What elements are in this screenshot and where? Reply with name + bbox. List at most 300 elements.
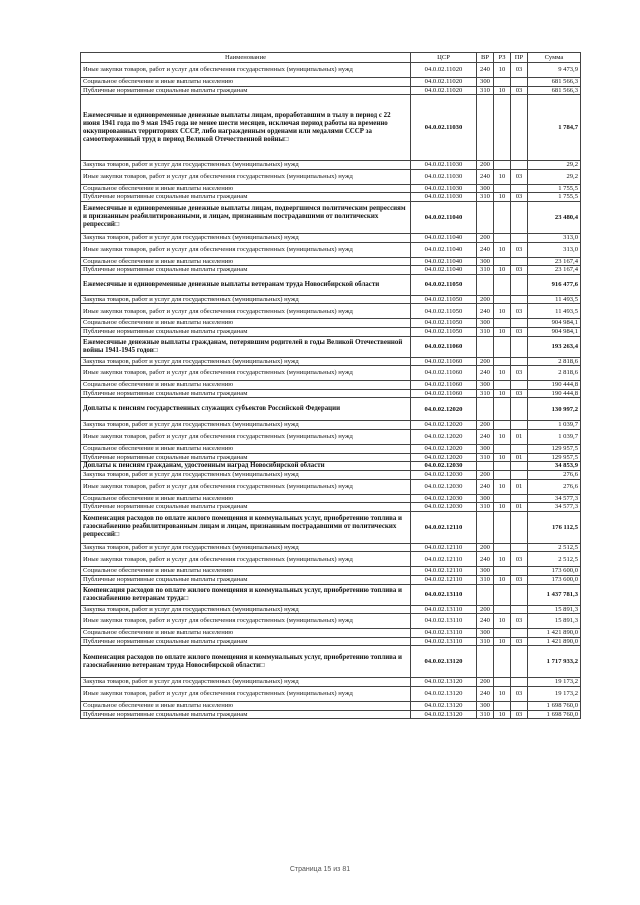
cell-csr: 04.0.02.11020 — [411, 86, 477, 95]
cell-csr: 04.0.02.13110 — [411, 629, 477, 638]
cell-pr — [511, 381, 528, 390]
cell-sum: 2 818,6 — [528, 357, 581, 366]
cell-csr: 04.0.02.12110 — [411, 511, 477, 543]
cell-vr: 240 — [477, 552, 494, 567]
cell-csr: 04.0.02.12020 — [411, 429, 477, 444]
table-row — [81, 233, 581, 242]
table-row — [81, 257, 581, 266]
cell-vr: 200 — [477, 678, 494, 687]
cell-pr: 01 — [511, 429, 528, 444]
cell-name: Публичные нормативные социальные выплаты гражданам — [81, 710, 411, 719]
cell-pr — [511, 274, 528, 295]
cell-csr: 04.0.02.13120 — [411, 646, 477, 678]
table-row — [81, 605, 581, 614]
cell-csr: 04.0.02.11050 — [411, 327, 477, 336]
cell-csr: 04.0.02.11040 — [411, 242, 477, 257]
cell-vr: 300 — [477, 184, 494, 193]
cell-name: Иные закупки товаров, работ и услуг для обеспечения государственных (муниципальных) нужд — [81, 366, 411, 381]
cell-csr: 04.0.02.13110 — [411, 614, 477, 629]
cell-pr — [511, 462, 528, 471]
cell-name: Публичные нормативные социальные выплаты гражданам — [81, 266, 411, 275]
cell-name: Компенсация расходов по оплате жилого помещения и коммунальных услуг, приобретению топлива и газоснабжению реабилитированным лицам и лицам, признанным пострадавшими от политических репрессий□ — [81, 511, 411, 543]
cell-sum: 11 493,5 — [528, 304, 581, 319]
cell-name: Закупка товаров, работ и услуг для государственных (муниципальных) нужд — [81, 295, 411, 304]
cell-vr: 240 — [477, 614, 494, 629]
cell-sum: 130 997,2 — [528, 398, 581, 421]
table-section-row — [81, 95, 581, 161]
cell-sum: 129 957,5 — [528, 453, 581, 462]
cell-pr — [511, 257, 528, 266]
cell-csr: 04.0.02.12030 — [411, 471, 477, 480]
cell-csr: 04.0.02.11050 — [411, 319, 477, 328]
cell-name: Ежемесячные и единовременные денежные выплаты лицам, подвергшимся политическим репрессиям и признанным реабилитированными, и лицам, признанным пострадавшими от политических репрессий□ — [81, 201, 411, 233]
cell-vr: 240 — [477, 366, 494, 381]
cell-pr: 03 — [511, 389, 528, 398]
cell-name: Иные закупки товаров, работ и услуг для обеспечения государственных (муниципальных) нужд — [81, 429, 411, 444]
cell-csr: 04.0.02.13110 — [411, 584, 477, 605]
cell-name: Иные закупки товаров, работ и услуг для обеспечения государственных (муниципальных) нужд — [81, 614, 411, 629]
cell-sum: 276,6 — [528, 479, 581, 494]
table-row — [81, 266, 581, 275]
cell-vr — [477, 511, 494, 543]
cell-rz — [494, 357, 511, 366]
cell-vr: 300 — [477, 319, 494, 328]
table-row — [81, 184, 581, 193]
cell-name: Компенсация расходов по оплате жилого помещения и коммунальных услуг, приобретению топлива и газоснабжению ветеранам труда Новосибирской области□ — [81, 646, 411, 678]
cell-vr: 300 — [477, 494, 494, 503]
cell-name: Иные закупки товаров, работ и услуг для обеспечения государственных (муниципальных) нужд — [81, 552, 411, 567]
cell-sum: 313,0 — [528, 233, 581, 242]
cell-sum: 29,2 — [528, 169, 581, 184]
table-row — [81, 444, 581, 453]
cell-sum: 190 444,8 — [528, 389, 581, 398]
cell-csr: 04.0.02.12020 — [411, 421, 477, 430]
cell-sum: 19 173,2 — [528, 687, 581, 702]
cell-pr — [511, 543, 528, 552]
cell-pr — [511, 336, 528, 357]
cell-pr — [511, 319, 528, 328]
cell-pr: 03 — [511, 710, 528, 719]
cell-pr: 01 — [511, 503, 528, 512]
cell-rz: 10 — [494, 169, 511, 184]
table-row — [81, 295, 581, 304]
cell-vr — [477, 398, 494, 421]
cell-rz: 10 — [494, 86, 511, 95]
cell-sum: 1 698 760,0 — [528, 710, 581, 719]
cell-name: Иные закупки товаров, работ и услуг для обеспечения государственных (муниципальных) нужд — [81, 242, 411, 257]
cell-pr — [511, 95, 528, 161]
cell-pr: 03 — [511, 266, 528, 275]
cell-rz: 10 — [494, 637, 511, 646]
table-section-row — [81, 462, 581, 471]
cell-csr: 04.0.02.12020 — [411, 398, 477, 421]
cell-rz: 10 — [494, 327, 511, 336]
cell-pr — [511, 161, 528, 170]
cell-name: Ежемесячные и единовременные денежные выплаты лицам, проработавшим в тылу в период с 22 июня 1941 года по 9 мая 1945 года не менее шести месяцев, исключая период работы на временно оккупированных территориях СССР, либо награжденным орденами или медалями СССР за самоотверженный труд в период Великой Отечественной войны□ — [81, 95, 411, 161]
cell-name: Закупка товаров, работ и услуг для государственных (муниципальных) нужд — [81, 471, 411, 480]
cell-csr: 04.0.02.11030 — [411, 169, 477, 184]
table-row — [81, 193, 581, 202]
cell-vr: 200 — [477, 421, 494, 430]
cell-vr: 310 — [477, 86, 494, 95]
cell-vr: 200 — [477, 605, 494, 614]
cell-vr: 300 — [477, 381, 494, 390]
cell-sum: 23 480,4 — [528, 201, 581, 233]
cell-rz — [494, 95, 511, 161]
cell-rz: 10 — [494, 63, 511, 78]
table-row — [81, 63, 581, 78]
cell-name: Закупка товаров, работ и услуг для государственных (муниципальных) нужд — [81, 543, 411, 552]
cell-rz — [494, 678, 511, 687]
cell-pr — [511, 678, 528, 687]
cell-sum: 2 512,5 — [528, 552, 581, 567]
cell-vr — [477, 274, 494, 295]
cell-pr — [511, 184, 528, 193]
cell-sum: 1 437 781,3 — [528, 584, 581, 605]
cell-csr: 04.0.02.13120 — [411, 678, 477, 687]
table-row — [81, 471, 581, 480]
cell-sum: 190 444,8 — [528, 381, 581, 390]
cell-csr: 04.0.02.12020 — [411, 453, 477, 462]
cell-csr: 04.0.02.11030 — [411, 193, 477, 202]
cell-rz — [494, 494, 511, 503]
cell-rz — [494, 201, 511, 233]
cell-csr: 04.0.02.11040 — [411, 257, 477, 266]
cell-rz — [494, 543, 511, 552]
cell-name: Социальное обеспечение и иные выплаты населению — [81, 257, 411, 266]
cell-vr: 310 — [477, 327, 494, 336]
cell-vr: 300 — [477, 702, 494, 711]
cell-sum: 1 755,5 — [528, 193, 581, 202]
cell-rz — [494, 605, 511, 614]
header-csr: ЦСР — [411, 53, 477, 63]
table-row — [81, 169, 581, 184]
cell-csr: 04.0.02.11050 — [411, 304, 477, 319]
cell-csr: 04.0.02.12110 — [411, 552, 477, 567]
table-row — [81, 86, 581, 95]
cell-name: Иные закупки товаров, работ и услуг для обеспечения государственных (муниципальных) нужд — [81, 304, 411, 319]
cell-vr: 200 — [477, 357, 494, 366]
cell-pr — [511, 421, 528, 430]
page-number: Страница 15 из 81 — [289, 866, 351, 873]
cell-rz — [494, 471, 511, 480]
cell-name: Социальное обеспечение и иные выплаты населению — [81, 702, 411, 711]
cell-pr — [511, 357, 528, 366]
cell-vr: 300 — [477, 629, 494, 638]
cell-rz — [494, 584, 511, 605]
cell-rz: 10 — [494, 266, 511, 275]
cell-sum: 1 039,7 — [528, 421, 581, 430]
cell-pr: 03 — [511, 304, 528, 319]
cell-rz: 10 — [494, 479, 511, 494]
table-row — [81, 614, 581, 629]
table-row — [81, 567, 581, 576]
table-row — [81, 543, 581, 552]
cell-sum: 1 421 890,0 — [528, 637, 581, 646]
cell-name: Публичные нормативные социальные выплаты гражданам — [81, 193, 411, 202]
cell-csr: 04.0.02.12030 — [411, 462, 477, 471]
table-row — [81, 381, 581, 390]
table-row — [81, 710, 581, 719]
cell-name: Публичные нормативные социальные выплаты гражданам — [81, 576, 411, 585]
cell-vr: 240 — [477, 169, 494, 184]
cell-pr — [511, 702, 528, 711]
cell-sum: 34 577,3 — [528, 503, 581, 512]
cell-sum: 916 477,6 — [528, 274, 581, 295]
cell-vr — [477, 584, 494, 605]
cell-csr: 04.0.02.13120 — [411, 710, 477, 719]
cell-sum: 176 112,5 — [528, 511, 581, 543]
cell-rz: 10 — [494, 503, 511, 512]
cell-sum: 1 755,5 — [528, 184, 581, 193]
cell-pr — [511, 629, 528, 638]
cell-pr — [511, 567, 528, 576]
cell-name: Социальное обеспечение и иные выплаты населению — [81, 444, 411, 453]
cell-vr: 200 — [477, 543, 494, 552]
cell-name: Публичные нормативные социальные выплаты гражданам — [81, 327, 411, 336]
cell-rz: 10 — [494, 193, 511, 202]
table-section-row — [81, 584, 581, 605]
cell-name: Закупка товаров, работ и услуг для государственных (муниципальных) нужд — [81, 605, 411, 614]
cell-sum: 1 717 933,2 — [528, 646, 581, 678]
cell-sum: 904 984,1 — [528, 319, 581, 328]
cell-csr: 04.0.02.13120 — [411, 687, 477, 702]
table-row — [81, 319, 581, 328]
cell-sum: 276,6 — [528, 471, 581, 480]
cell-vr: 310 — [477, 503, 494, 512]
cell-rz: 10 — [494, 304, 511, 319]
cell-sum: 23 167,4 — [528, 266, 581, 275]
cell-vr: 240 — [477, 63, 494, 78]
cell-sum: 681 566,3 — [528, 86, 581, 95]
cell-sum: 29,2 — [528, 161, 581, 170]
cell-name: Закупка товаров, работ и услуг для государственных (муниципальных) нужд — [81, 161, 411, 170]
table-section-row — [81, 398, 581, 421]
cell-vr: 310 — [477, 193, 494, 202]
cell-sum: 15 891,3 — [528, 614, 581, 629]
table-section-row — [81, 646, 581, 678]
cell-name: Социальное обеспечение и иные выплаты населению — [81, 78, 411, 87]
header-pr: ПР — [511, 53, 528, 63]
table-row — [81, 576, 581, 585]
cell-rz: 10 — [494, 710, 511, 719]
cell-sum: 129 957,5 — [528, 444, 581, 453]
cell-pr: 03 — [511, 552, 528, 567]
table-section-row — [81, 201, 581, 233]
cell-vr: 240 — [477, 304, 494, 319]
table-row — [81, 161, 581, 170]
cell-sum: 23 167,4 — [528, 257, 581, 266]
cell-csr: 04.0.02.11030 — [411, 161, 477, 170]
cell-rz: 10 — [494, 614, 511, 629]
cell-name: Иные закупки товаров, работ и услуг для обеспечения государственных (муниципальных) нужд — [81, 687, 411, 702]
cell-rz — [494, 511, 511, 543]
cell-rz — [494, 319, 511, 328]
cell-sum: 313,0 — [528, 242, 581, 257]
table-row — [81, 552, 581, 567]
cell-sum: 173 600,0 — [528, 576, 581, 585]
table-row — [81, 702, 581, 711]
budget-table-sheet — [80, 52, 580, 719]
header-vr: ВР — [477, 53, 494, 63]
cell-name: Публичные нормативные социальные выплаты гражданам — [81, 86, 411, 95]
cell-sum: 1 039,7 — [528, 429, 581, 444]
cell-csr: 04.0.02.11060 — [411, 389, 477, 398]
cell-rz — [494, 295, 511, 304]
table-row — [81, 429, 581, 444]
cell-pr — [511, 646, 528, 678]
cell-rz — [494, 184, 511, 193]
cell-vr: 200 — [477, 295, 494, 304]
cell-csr: 04.0.02.11060 — [411, 381, 477, 390]
cell-rz — [494, 462, 511, 471]
cell-pr — [511, 605, 528, 614]
cell-sum: 9 473,9 — [528, 63, 581, 78]
cell-pr: 03 — [511, 614, 528, 629]
cell-csr: 04.0.02.12110 — [411, 543, 477, 552]
cell-vr — [477, 646, 494, 678]
cell-name: Иные закупки товаров, работ и услуг для обеспечения государственных (муниципальных) нужд — [81, 479, 411, 494]
cell-rz — [494, 567, 511, 576]
cell-sum: 904 984,1 — [528, 327, 581, 336]
table-row — [81, 327, 581, 336]
cell-csr: 04.0.02.11060 — [411, 357, 477, 366]
cell-vr — [477, 201, 494, 233]
cell-pr: 01 — [511, 479, 528, 494]
cell-name: Социальное обеспечение и иные выплаты населению — [81, 567, 411, 576]
cell-pr — [511, 584, 528, 605]
table-row — [81, 304, 581, 319]
cell-sum: 19 173,2 — [528, 678, 581, 687]
cell-name: Закупка товаров, работ и услуг для государственных (муниципальных) нужд — [81, 233, 411, 242]
cell-csr: 04.0.02.11040 — [411, 201, 477, 233]
cell-vr: 200 — [477, 161, 494, 170]
cell-csr: 04.0.02.12030 — [411, 503, 477, 512]
table-header-row — [81, 53, 581, 63]
cell-csr: 04.0.02.11030 — [411, 184, 477, 193]
cell-rz: 10 — [494, 687, 511, 702]
cell-pr — [511, 511, 528, 543]
cell-name: Публичные нормативные социальные выплаты гражданам — [81, 637, 411, 646]
cell-vr: 310 — [477, 453, 494, 462]
cell-rz — [494, 646, 511, 678]
cell-vr: 310 — [477, 389, 494, 398]
cell-name: Иные закупки товаров, работ и услуг для обеспечения государственных (муниципальных) нужд — [81, 63, 411, 78]
cell-vr: 240 — [477, 479, 494, 494]
cell-rz — [494, 78, 511, 87]
cell-sum: 193 263,4 — [528, 336, 581, 357]
cell-sum: 2 818,6 — [528, 366, 581, 381]
cell-csr: 04.0.02.11020 — [411, 63, 477, 78]
cell-csr: 04.0.02.11030 — [411, 95, 477, 161]
cell-csr: 04.0.02.13120 — [411, 702, 477, 711]
cell-name: Публичные нормативные социальные выплаты гражданам — [81, 503, 411, 512]
table-row — [81, 389, 581, 398]
cell-rz — [494, 629, 511, 638]
cell-sum: 681 566,3 — [528, 78, 581, 87]
cell-pr — [511, 201, 528, 233]
table-section-row — [81, 336, 581, 357]
cell-rz — [494, 233, 511, 242]
cell-csr: 04.0.02.13110 — [411, 605, 477, 614]
cell-csr: 04.0.02.11050 — [411, 274, 477, 295]
cell-name: Доплаты к пенсиям гражданам, удостоенным наград Новосибирской области — [81, 462, 411, 471]
cell-csr: 04.0.02.12110 — [411, 567, 477, 576]
cell-name: Социальное обеспечение и иные выплаты населению — [81, 494, 411, 503]
table-row — [81, 678, 581, 687]
cell-pr — [511, 233, 528, 242]
cell-rz — [494, 702, 511, 711]
table-row — [81, 629, 581, 638]
cell-rz — [494, 444, 511, 453]
cell-csr: 04.0.02.11060 — [411, 366, 477, 381]
cell-name: Закупка товаров, работ и услуг для государственных (муниципальных) нужд — [81, 421, 411, 430]
cell-sum: 1 698 760,0 — [528, 702, 581, 711]
cell-sum: 1 421 890,0 — [528, 629, 581, 638]
table-row — [81, 503, 581, 512]
cell-rz — [494, 161, 511, 170]
cell-vr: 310 — [477, 266, 494, 275]
cell-pr: 03 — [511, 193, 528, 202]
cell-pr: 03 — [511, 63, 528, 78]
table-section-row — [81, 274, 581, 295]
cell-name: Социальное обеспечение и иные выплаты населению — [81, 629, 411, 638]
cell-pr: 03 — [511, 327, 528, 336]
table-section-row — [81, 511, 581, 543]
cell-name: Социальное обеспечение и иные выплаты населению — [81, 319, 411, 328]
cell-sum: 34 577,3 — [528, 494, 581, 503]
cell-vr: 300 — [477, 567, 494, 576]
cell-pr: 03 — [511, 576, 528, 585]
cell-rz — [494, 381, 511, 390]
table-row — [81, 366, 581, 381]
cell-rz — [494, 274, 511, 295]
header-rz: РЗ — [494, 53, 511, 63]
cell-rz: 10 — [494, 429, 511, 444]
cell-rz: 10 — [494, 552, 511, 567]
cell-pr: 03 — [511, 687, 528, 702]
cell-pr — [511, 444, 528, 453]
cell-vr: 200 — [477, 233, 494, 242]
cell-rz — [494, 257, 511, 266]
cell-pr: 01 — [511, 453, 528, 462]
table-row — [81, 687, 581, 702]
header-name: Наименование — [81, 53, 411, 63]
cell-name: Социальное обеспечение и иные выплаты населению — [81, 381, 411, 390]
table-row — [81, 494, 581, 503]
cell-name: Ежемесячные денежные выплаты гражданам, потерявшим родителей в годы Великой Отечественной войны 1941-1945 годов□ — [81, 336, 411, 357]
cell-rz: 10 — [494, 389, 511, 398]
cell-csr: 04.0.02.12020 — [411, 444, 477, 453]
cell-rz — [494, 421, 511, 430]
cell-sum: 34 853,9 — [528, 462, 581, 471]
cell-vr: 300 — [477, 257, 494, 266]
cell-pr: 03 — [511, 169, 528, 184]
cell-vr — [477, 462, 494, 471]
cell-sum: 15 891,3 — [528, 605, 581, 614]
cell-pr: 03 — [511, 637, 528, 646]
table-row — [81, 421, 581, 430]
cell-pr: 03 — [511, 242, 528, 257]
cell-pr — [511, 295, 528, 304]
cell-sum: 11 493,5 — [528, 295, 581, 304]
cell-name: Закупка товаров, работ и услуг для государственных (муниципальных) нужд — [81, 357, 411, 366]
cell-name: Компенсация расходов по оплате жилого помещения и коммунальных услуг, приобретению топлива и газоснабжению ветеранам труда□ — [81, 584, 411, 605]
cell-csr: 04.0.02.12030 — [411, 494, 477, 503]
cell-vr — [477, 95, 494, 161]
cell-vr: 240 — [477, 242, 494, 257]
table-row — [81, 357, 581, 366]
